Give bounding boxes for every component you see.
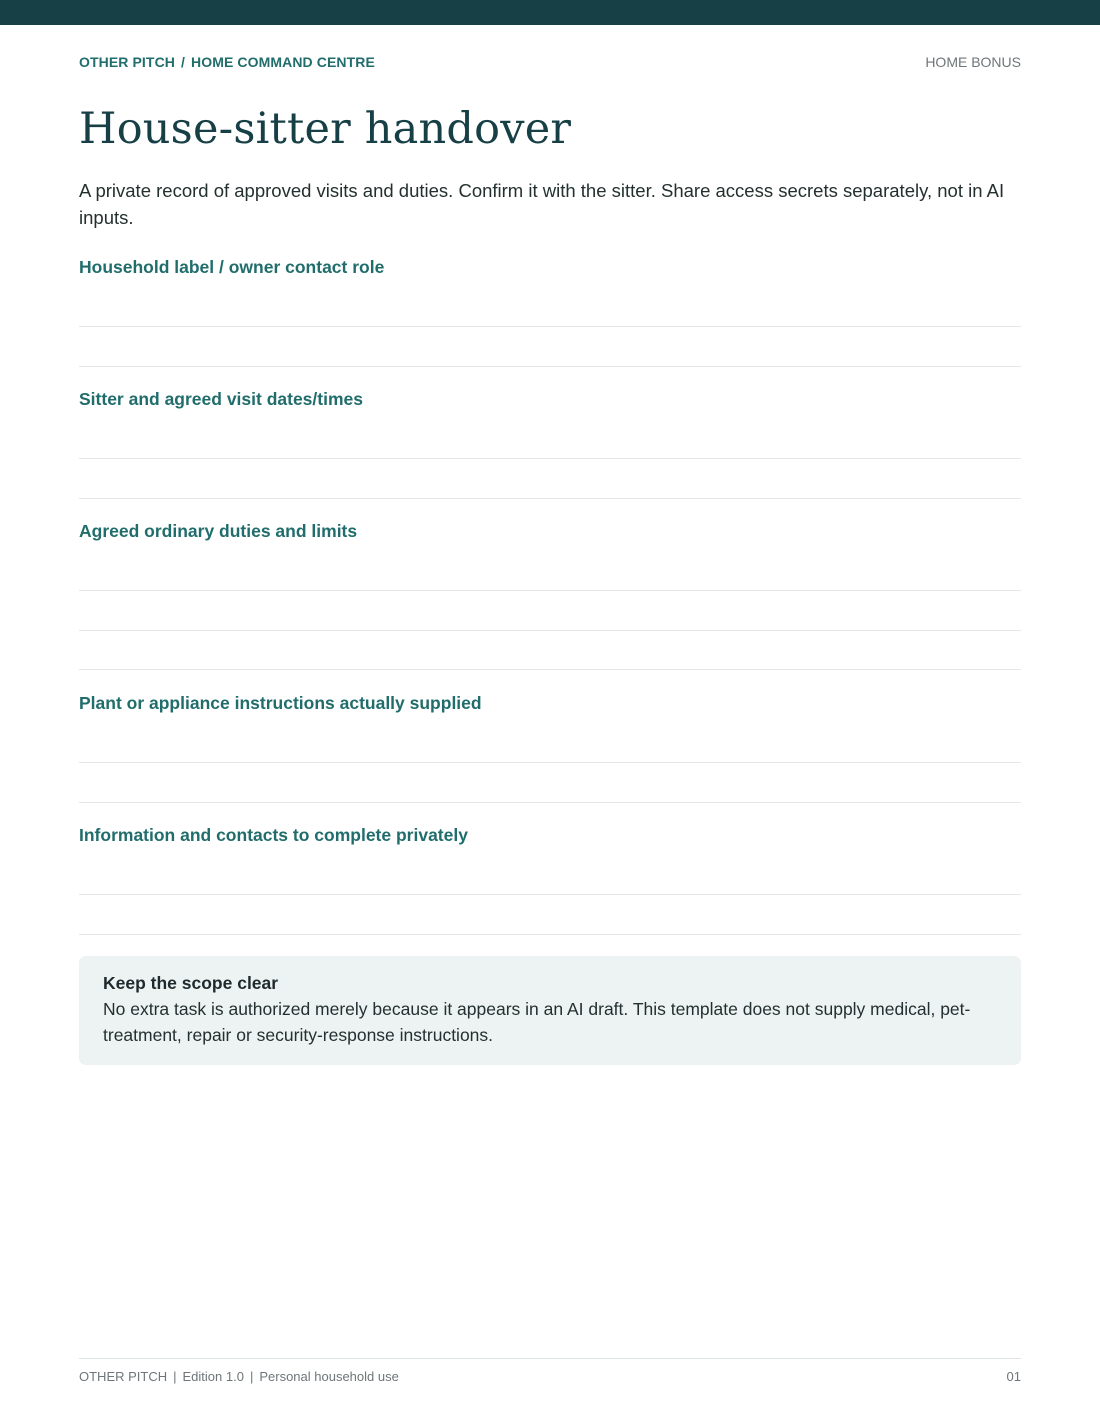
footer-usage: Personal household use — [259, 1369, 399, 1384]
write-line[interactable] — [79, 669, 1021, 670]
field-label: Information and contacts to complete privately — [79, 825, 468, 845]
field-label: Sitter and agreed visit dates/times — [79, 389, 363, 409]
breadcrumb-separator: / — [181, 54, 185, 70]
page-title: House-sitter handover — [79, 104, 572, 154]
page-number: 01 — [1006, 1369, 1021, 1384]
write-line[interactable] — [79, 762, 1021, 763]
footer-brand: OTHER PITCH — [79, 1369, 168, 1384]
scope-note-box — [79, 956, 1021, 1065]
field-label: Plant or appliance instructions actually supplied — [79, 693, 482, 713]
footer-separator: | — [173, 1369, 177, 1384]
note-title: Keep the scope clear — [103, 973, 279, 993]
breadcrumb-item-section: HOME COMMAND CENTRE — [191, 54, 375, 70]
section-tag: HOME BONUS — [925, 54, 1021, 70]
write-line[interactable] — [79, 894, 1021, 895]
write-line[interactable] — [79, 590, 1021, 591]
write-line[interactable] — [79, 458, 1021, 459]
note-body: No extra task is authorized merely because it appears in an AI draft. This template does not supply medical, pet-treatment, repair or security-response instructions. — [103, 999, 971, 1045]
write-line[interactable] — [79, 630, 1021, 631]
write-line[interactable] — [79, 498, 1021, 499]
footer-separator: | — [249, 1369, 254, 1384]
write-line[interactable] — [79, 326, 1021, 327]
footer-meta — [79, 1369, 399, 1384]
write-line[interactable] — [79, 934, 1021, 935]
breadcrumb — [79, 54, 375, 70]
page-footer — [79, 1369, 1021, 1384]
top-bar — [0, 0, 1100, 25]
write-line[interactable] — [79, 366, 1021, 367]
field-label: Agreed ordinary duties and limits — [79, 521, 358, 541]
write-line[interactable] — [79, 802, 1021, 803]
field-label: Household label / owner contact role — [79, 257, 385, 277]
footer-divider — [79, 1358, 1021, 1359]
intro-text: A private record of approved visits and duties. Confirm it with the sitter. Share access secrets separately, not in AI inputs. — [79, 180, 1005, 228]
page-header — [79, 53, 1021, 71]
footer-edition: Edition 1.0 — [182, 1369, 244, 1384]
breadcrumb-item-brand: OTHER PITCH — [79, 54, 175, 70]
